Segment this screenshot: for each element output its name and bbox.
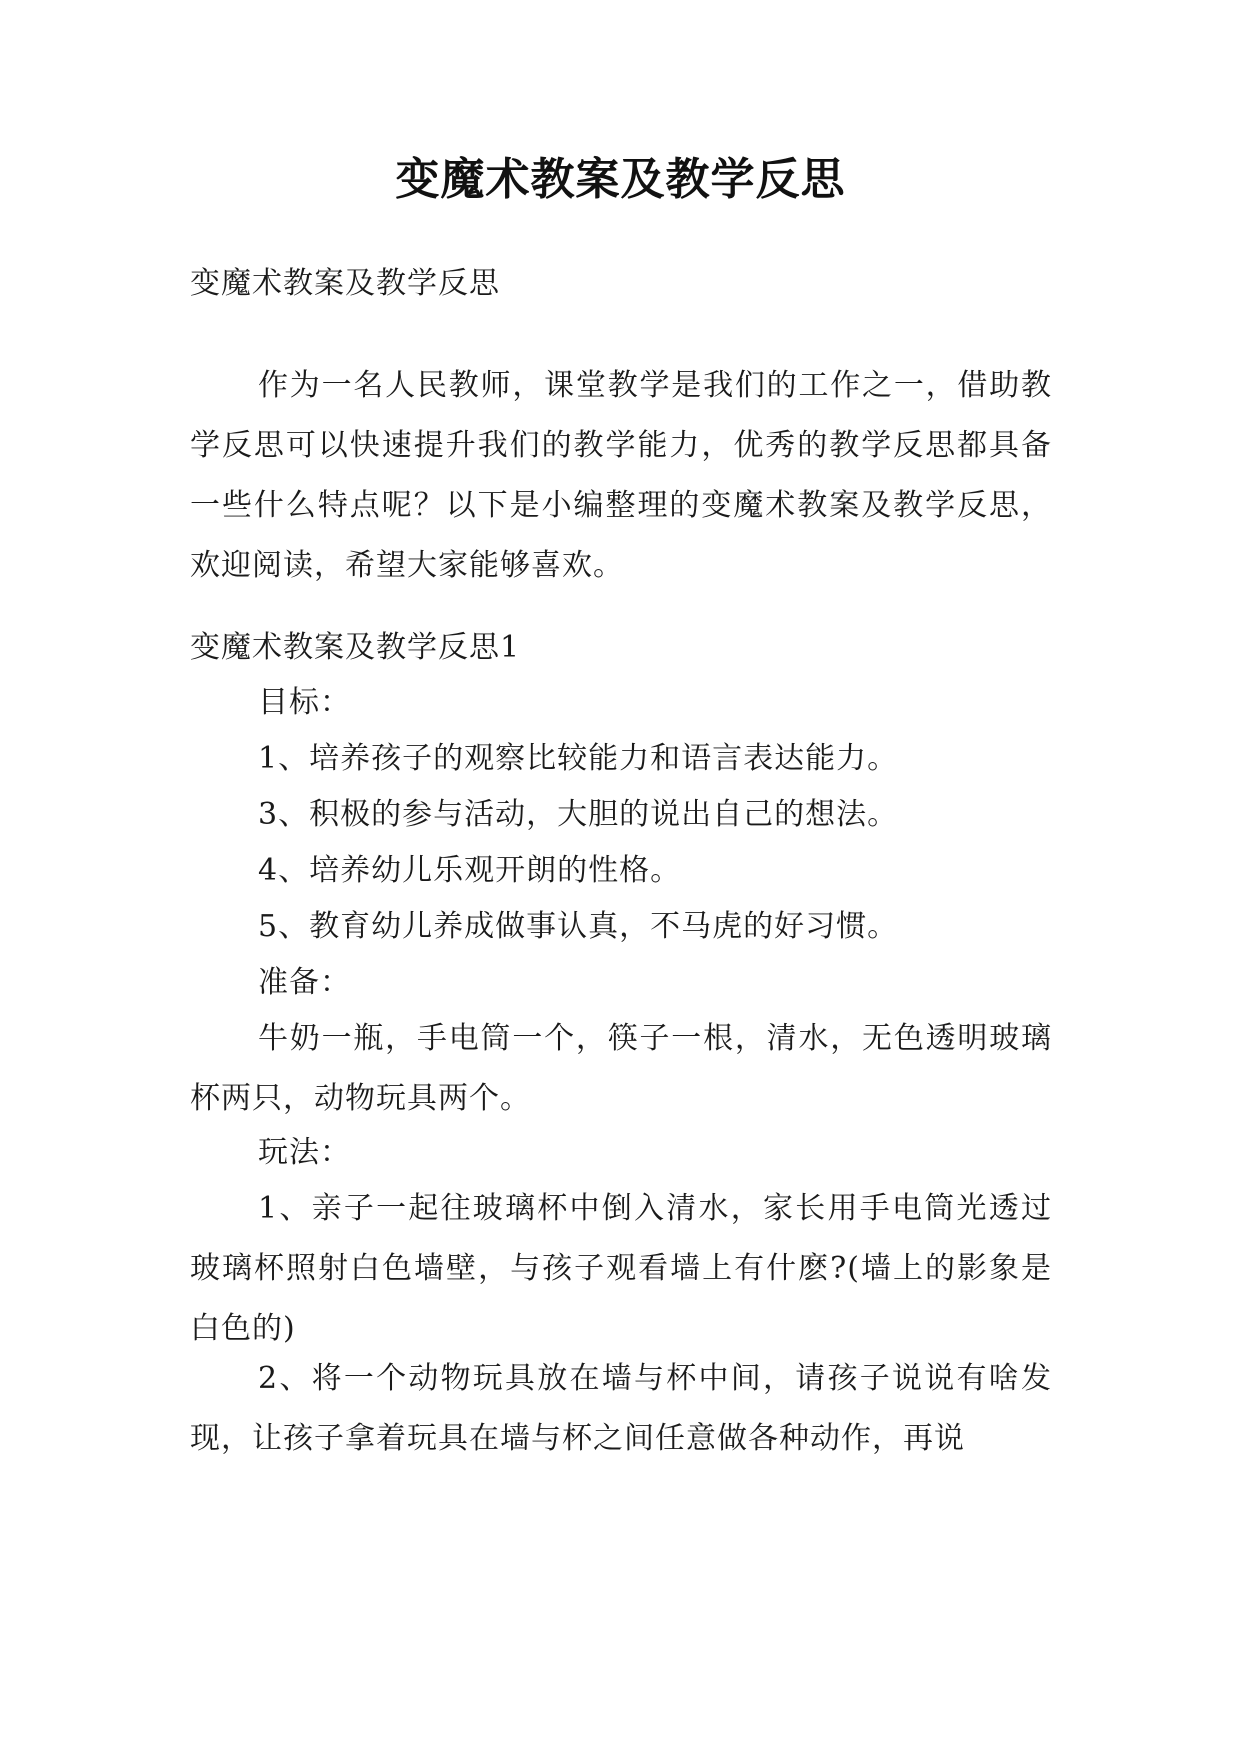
prep-paragraph: 牛奶一瓶，手电筒一个，筷子一根，清水，无色透明玻璃杯两只，动物玩具两个。 [190, 1021, 1052, 1116]
play-label: 玩法： [258, 1135, 351, 1170]
step-item-1: 1、亲子一起往玻璃杯中倒入清水，家长用手电筒光透过玻璃杯照射白色墙壁，与孩子观看墙上有什麽?(墙上的影象是白色的) [190, 1191, 1052, 1346]
intro-paragraph: 作为一名人民教师，课堂教学是我们的工作之一，借助教学反思可以快速提升我们的教学能力，优秀的教学反思都具备一些什么特点呢？以下是小编整理的变魔术教案及教学反思，欢迎阅读，希望大家能够喜欢。 [190, 368, 1052, 583]
goals-label: 目标： [258, 685, 351, 720]
goal-item-3: 4、培养幼儿乐观开朗的性格。 [258, 853, 682, 888]
goal-item-2: 3、积极的参与活动，大胆的说出自己的想法。 [258, 797, 899, 832]
goal-item-4: 5、教育幼儿养成做事认真，不马虎的好习惯。 [258, 909, 899, 944]
prep-label: 准备： [258, 965, 351, 1000]
document-title: 变魔术教案及教学反思 [395, 154, 846, 205]
document-subtitle: 变魔术教案及教学反思 [190, 266, 500, 301]
step-item-2: 2、将一个动物玩具放在墙与杯中间，请孩子说说有啥发现，让孩子拿着玩具在墙与杯之间任意做各种动作，再说 [190, 1361, 1052, 1456]
goal-item-1: 1、培养孩子的观察比较能力和语言表达能力。 [258, 741, 899, 776]
section-heading: 变魔术教案及教学反思1 [190, 630, 521, 665]
